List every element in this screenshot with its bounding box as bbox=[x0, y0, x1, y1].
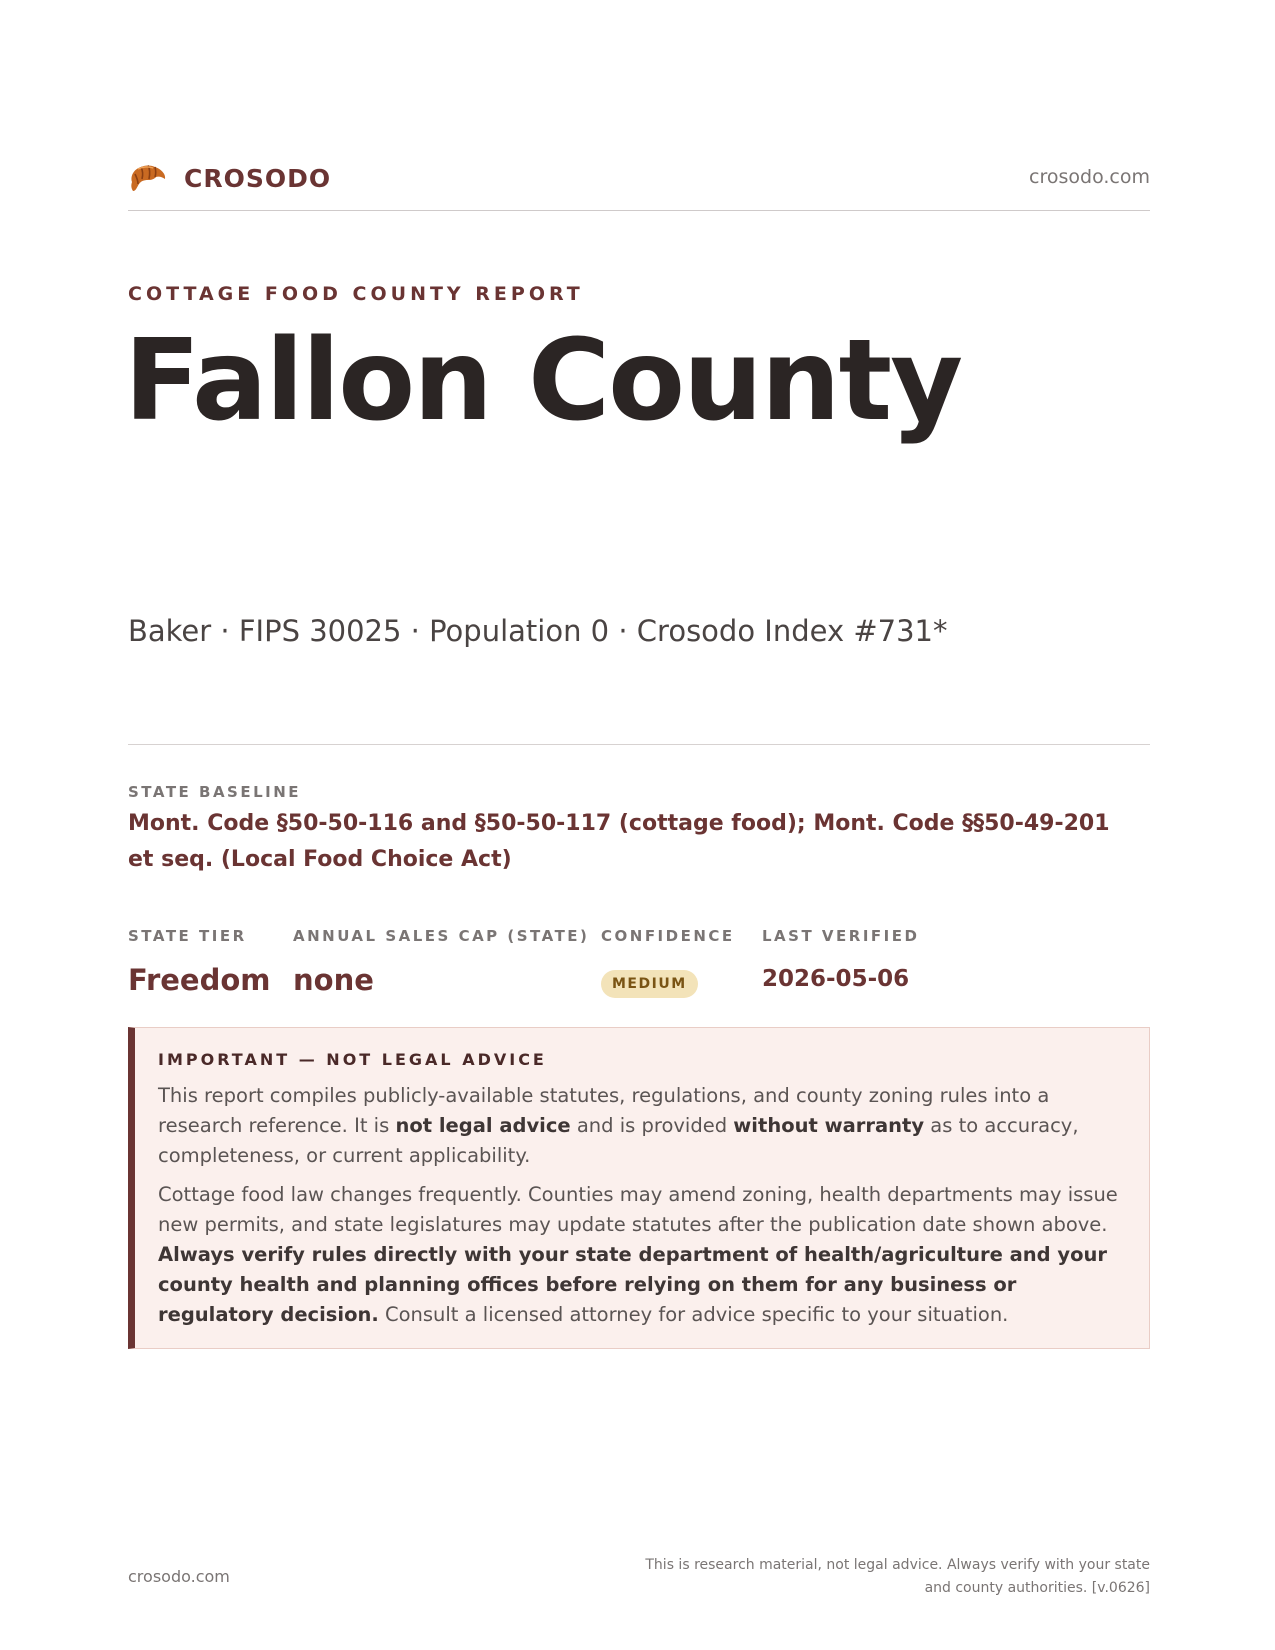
sales-cap-label: ANNUAL SALES CAP (STATE) bbox=[293, 927, 590, 945]
confidence-badge: MEDIUM bbox=[601, 970, 698, 998]
notice-paragraph-1: This report compiles publicly-available statutes, regulations, and county zoning rules into a research reference. It is not legal advice and is provided without warranty as to accuracy, completeness, or current applicability. bbox=[158, 1084, 1079, 1167]
state-tier-value: Freedom bbox=[128, 963, 271, 997]
legal-notice bbox=[128, 1027, 1150, 1349]
brand-name: CROSODO bbox=[184, 163, 332, 193]
croissant-icon bbox=[128, 160, 168, 196]
footer-disclaimer: This is research material, not legal advice. Always verify with your state and county authorities. [v.0626] bbox=[645, 1557, 1150, 1596]
last-verified-value: 2026-05-06 bbox=[762, 966, 910, 992]
confidence-label: CONFIDENCE bbox=[601, 927, 735, 945]
notice-heading: IMPORTANT — NOT LEGAL ADVICE bbox=[158, 1050, 547, 1069]
page-title: Fallon County bbox=[124, 316, 962, 446]
last-verified-label: LAST VERIFIED bbox=[762, 927, 920, 945]
metric-last-verified bbox=[762, 927, 919, 992]
notice-paragraph-2: Cottage food law changes frequently. Counties may amend zoning, health departments may issue new permits, and state legislatures may update statutes after the publication date shown above. Always verify rules directly with your state department of health/agriculture and your county health and planning offices before relying on them for any business or regulatory decision. Consult a licensed attorney for advice specific to your situation. bbox=[158, 1183, 1118, 1326]
footer-site-link[interactable]: crosodo.com bbox=[128, 1567, 230, 1586]
state-tier-label: STATE TIER bbox=[128, 927, 247, 945]
section-divider bbox=[128, 744, 1150, 745]
report-eyebrow: COTTAGE FOOD COUNTY REPORT bbox=[128, 283, 584, 305]
sales-cap-value: none bbox=[293, 963, 374, 997]
metric-sales-cap bbox=[293, 927, 589, 997]
header-site-link[interactable]: crosodo.com bbox=[1029, 166, 1150, 188]
metric-state-tier bbox=[128, 927, 271, 997]
brand-logo[interactable] bbox=[128, 160, 331, 196]
page-header bbox=[128, 158, 1150, 211]
metrics-row bbox=[128, 927, 1150, 997]
state-baseline-label: STATE BASELINE bbox=[128, 783, 302, 801]
metric-confidence bbox=[601, 927, 735, 998]
county-subtitle: Baker · FIPS 30025 · Population 0 · Crosodo Index #731* bbox=[128, 614, 948, 648]
state-baseline-text: Mont. Code §50-50-116 and §50-50-117 (cottage food); Mont. Code §§50-49-201 et seq. (Local Food Choice Act) bbox=[128, 811, 1110, 872]
